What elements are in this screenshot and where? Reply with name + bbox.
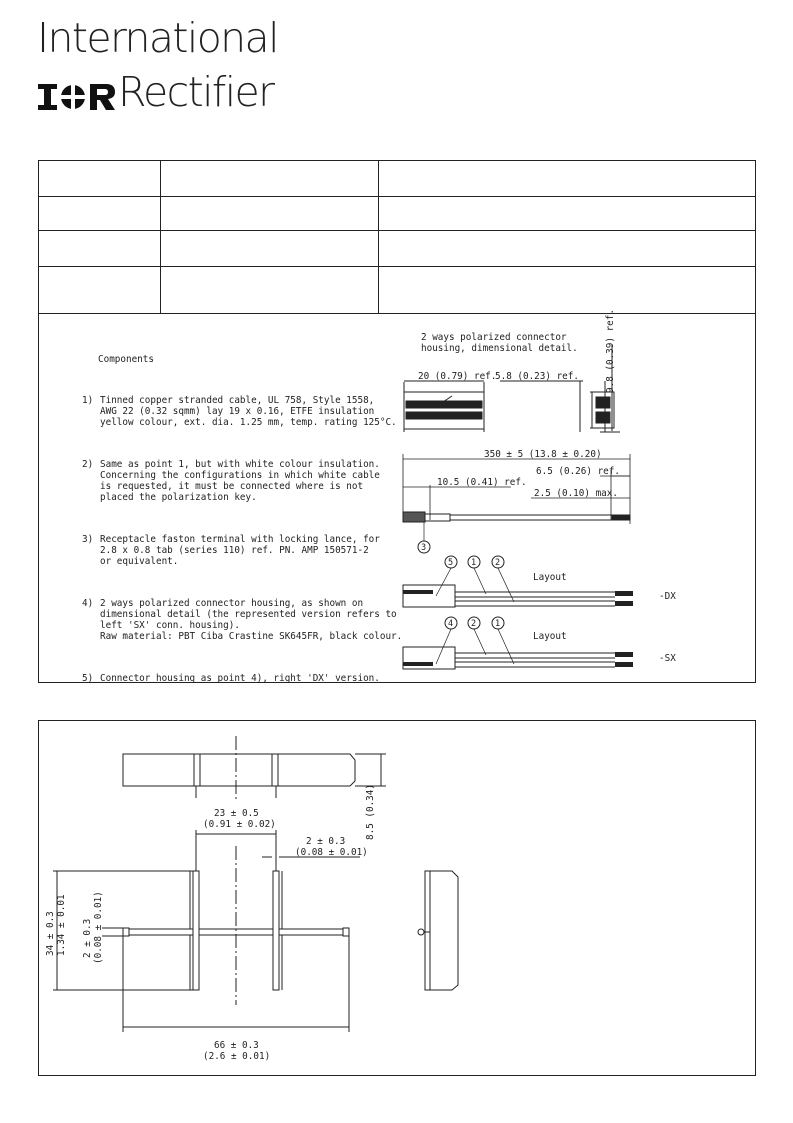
layout-dx-title: Layout [533,572,567,583]
dim-connector-height: 9.8 (0.39) ref. [605,309,616,393]
dim-cable-total: 350 ± 5 (13.8 ± 0.20) [484,449,602,460]
components-title: Components [98,354,154,365]
dim-connector-length: 20 (0.79) ref. [418,371,497,382]
dim-lead-2: (0.08 ± 0.01) [93,891,104,964]
layout-sx-title: Layout [533,631,567,642]
dim-width-2: (2.6 ± 0.01) [203,1051,271,1062]
dim-cable-tin: 2.5 (0.10) max. [534,488,618,499]
balloon-label: 5 [448,558,454,568]
dim-cable-strip: 6.5 (0.26) ref. [536,466,620,477]
item-text: Connector housing as point 4), right 'DX' version. [100,673,380,684]
dim-pitch-2: (0.91 ± 0.02) [203,819,276,830]
dim-width-1: 66 ± 0.3 [214,1040,259,1051]
balloon-label: 1 [471,558,477,568]
layout-dx-tag: -DX [659,591,676,602]
balloon-label: 1 [495,619,501,629]
logo-text-international: International [37,14,278,62]
balloon-label: 2 [495,558,501,568]
item-text: Receptacle faston terminal with locking lance, for 2.8 x 0.8 tab (series 110) ref. PN. AMP 150571-2 or equivalent. [100,534,380,567]
item-text: Tinned copper stranded cable, UL 758, Style 1558, AWG 22 (0.32 sqmm) lay 19 x 0.16, ETFE insulation yellow colour, ext. dia. 1.25 mm, temp. rating 125°C. [100,395,397,428]
connector-side-view [404,381,484,432]
item-number: 1) [82,395,94,406]
dim-lead-1: 2 ± 0.3 [82,918,93,958]
dim-package-height: 8.5 (0.34) [365,784,376,840]
dim-connector-width: 5.8 (0.23) ref. [495,371,579,382]
item-text: Same as point 1, but with white colour insulation. Concerning the configurations in which white cable is requested, it must be connected where is not placed the polarization key. [100,459,380,503]
dim-span-2: 1.34 ± 0.01 [56,894,67,956]
layout-sx-tag: -SX [659,653,676,664]
balloon-3-label: 3 [421,543,427,553]
connector-detail-title-1: 2 ways polarized connector [421,332,567,343]
layout-sx [403,617,676,669]
dim-pitch-1: 23 ± 0.5 [214,808,259,819]
dim-pin-1: 2 ± 0.3 [306,836,346,847]
balloon-label: 4 [448,619,454,629]
dim-span-1: 34 ± 0.3 [45,911,56,956]
item-number: 3) [82,534,94,545]
connector-detail-title-2: housing, dimensional detail. [421,343,578,354]
balloon-label: 2 [471,619,477,629]
connector-end-view [500,345,620,432]
item-number: 5) [82,673,94,684]
item-number: 2) [82,459,94,470]
package-side-view [418,871,458,990]
package-outline-svg [38,720,756,1076]
dim-pin-2: (0.08 ± 0.01) [295,847,368,858]
dim-cable-terminal: 10.5 (0.41) ref. [437,477,527,488]
cable-side-view [403,512,630,522]
item-number: 4) [82,598,94,609]
layout-dx [403,556,676,607]
item-text: 2 ways polarized connector housing, as shown on dimensional detail (the represented version refers to left 'SX' conn. housing). Raw material: PBT Ciba Crastine SK645FR, black colour. [100,598,403,642]
package-top-view [123,736,386,800]
logo-text-rectifier: Rectifier [118,68,274,116]
